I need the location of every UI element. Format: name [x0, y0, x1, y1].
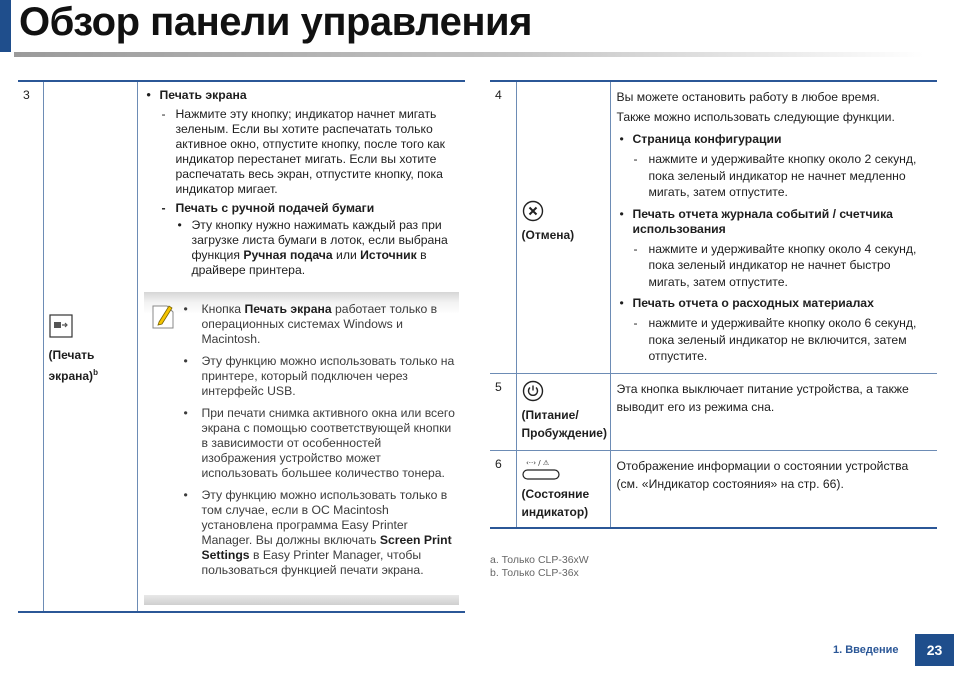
- page-title: Обзор панели управления: [19, 0, 532, 44]
- button-label: (Питание/Пробуждение): [521, 407, 607, 440]
- function-title: • Печать отчета журнала событий / счетчика использования: [617, 207, 932, 237]
- button-label: (Отмена): [521, 228, 575, 242]
- description-cell: Отображение информации о состоянии устройства (см. «Индикатор состояния» на стр. 66).: [610, 450, 937, 528]
- description-cell: Эта кнопка выключает питание устройства, а также выводит его из режима сна.: [610, 373, 937, 450]
- note-item: • Кнопка Печать экрана работает только в операционных системах Windows и Macintosh.: [184, 302, 460, 347]
- row-number: 4: [490, 81, 516, 373]
- table-row: [18, 81, 465, 612]
- svg-text:‹··› / ⚠: ‹··› / ⚠: [525, 458, 549, 467]
- heading-print-screen: • Печать экрана: [144, 88, 460, 103]
- intro-text: Вы можете остановить работу в любое время.: [616, 90, 880, 104]
- title-accent-bar: [0, 0, 11, 52]
- left-button-table: [18, 80, 465, 613]
- row-number: 6: [490, 450, 516, 528]
- footnotes: [490, 554, 589, 580]
- manual-feed-heading: - Печать с ручной подачей бумаги: [144, 201, 460, 216]
- page-number: 23: [915, 634, 954, 666]
- intro-text: Также можно использовать следующие функции.: [616, 110, 895, 124]
- button-cell: [516, 373, 610, 450]
- print-screen-text: - Нажмите эту кнопку; индикатор начнет мигать зеленым. Если вы хотите распечатать только активное окно, отпустите кнопку, после того как индикатор перестанет мигать. Если вы хотите распечатать весь экран, отпустите кнопку, пока индикатор мигает.: [144, 107, 460, 197]
- power-icon: [522, 380, 544, 402]
- footnote-a: a. Только CLP-36xW: [490, 554, 589, 566]
- function-title: • Печать отчета о расходных материалах: [617, 296, 932, 311]
- note-item: • Эту функцию можно использовать только на принтере, который подключен через интерфейс USB.: [184, 354, 460, 399]
- button-label: (Состояние индикатор): [521, 486, 590, 519]
- right-button-table: [490, 80, 937, 529]
- button-cell: [516, 81, 610, 373]
- note-box: [144, 292, 460, 605]
- status-led-icon: [522, 457, 562, 481]
- description-cell: [610, 81, 937, 373]
- row-number: 5: [490, 373, 516, 450]
- note-list: [144, 302, 460, 578]
- note-pencil-icon: [150, 302, 176, 330]
- note-item: • При печати снимка активного окна или всего экрана с помощью соответствующей кнопки в зависимости от особенностей изображения устройство может использовать большее количество тонера.: [184, 406, 460, 481]
- function-title: • Страница конфигурации: [617, 132, 932, 147]
- function-text: - нажмите и удерживайте кнопку около 2 секунд, пока зеленый индикатор не начнет медленно мигать, затем отпустите.: [617, 151, 932, 201]
- manual-feed-text: • Эту кнопку нужно нажимать каждый раз при загрузке листа бумаги в лоток, если выбрана функция Ручная подача или Источник в драйвере принтера.: [144, 218, 460, 278]
- table-row: [490, 450, 937, 528]
- function-text: - нажмите и удерживайте кнопку около 6 секунд, пока зеленый индикатор не включится, затем отпустите.: [617, 315, 932, 365]
- description-cell: [137, 81, 465, 612]
- note-item: • Эту функцию можно использовать только в том случае, если в ОС Macintosh установлена программа Easy Printer Manager. Вы должны включать Screen Print Settings в Easy Printer Manager, чтобы пользоваться функцией печати экрана.: [184, 488, 460, 578]
- button-label: (Печать экрана)$^b$: [48, 348, 98, 383]
- title-rule: [14, 52, 924, 57]
- table-row: [490, 373, 937, 450]
- function-text: - нажмите и удерживайте кнопку около 4 секунд, пока зеленый индикатор не начнет быстро мигать, затем отпустите.: [617, 241, 932, 291]
- footer-section-link[interactable]: 1. Введение: [833, 644, 899, 656]
- cancel-x-icon: [522, 200, 544, 222]
- button-cell: [43, 81, 137, 612]
- table-row: [490, 81, 937, 373]
- row-number: 3: [18, 81, 43, 612]
- button-cell: [516, 450, 610, 528]
- print-screen-icon: [49, 314, 73, 338]
- footnote-b: b. Только CLP-36x: [490, 567, 579, 579]
